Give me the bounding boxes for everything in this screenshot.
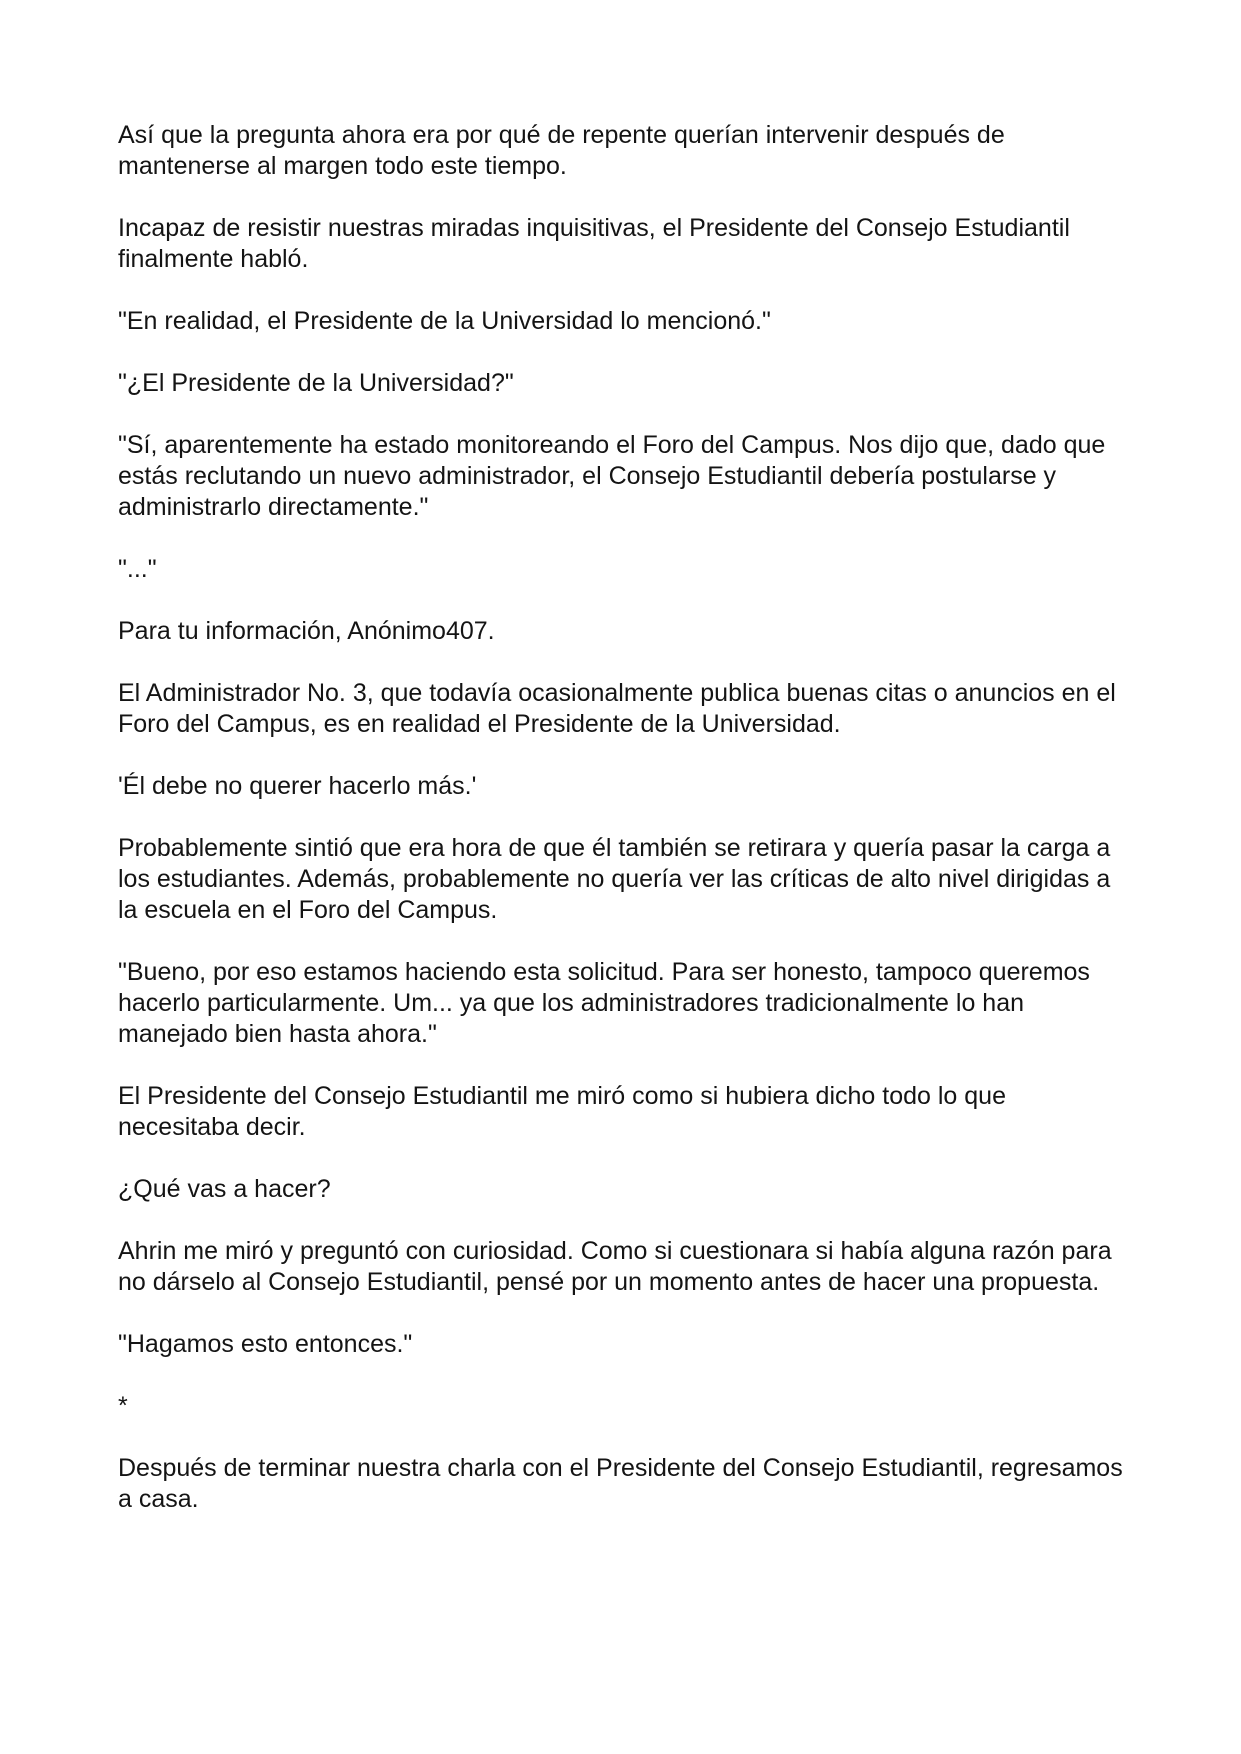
paragraph: Para tu información, Anónimo407. bbox=[118, 617, 495, 645]
section-break: * bbox=[118, 1392, 128, 1420]
paragraph: 'Él debe no querer hacerlo más.' bbox=[118, 772, 477, 800]
paragraph: Incapaz de resistir nuestras miradas inquisitivas, el Presidente del Consejo Estudiantil finalmente habló. bbox=[118, 214, 1070, 273]
paragraph: El Presidente del Consejo Estudiantil me miró como si hubiera dicho todo lo que necesitaba decir. bbox=[118, 1082, 1006, 1141]
paragraph: ¿Qué vas a hacer? bbox=[118, 1175, 331, 1203]
paragraph: Así que la pregunta ahora era por qué de repente querían intervenir después de mantenerse al margen todo este tiempo. bbox=[118, 121, 1005, 180]
paragraph: "¿El Presidente de la Universidad?" bbox=[118, 369, 514, 397]
paragraph: "Hagamos esto entonces." bbox=[118, 1330, 413, 1358]
paragraph: "Sí, aparentemente ha estado monitoreando el Foro del Campus. Nos dijo que, dado que estás reclutando un nuevo administrador, el Consejo Estudiantil debería postularse y administrarlo directamente." bbox=[118, 431, 1106, 521]
paragraph: Después de terminar nuestra charla con el Presidente del Consejo Estudiantil, regresamos a casa. bbox=[118, 1454, 1123, 1513]
paragraph: Probablemente sintió que era hora de que él también se retirara y quería pasar la carga a los estudiantes. Además, probablemente no quería ver las críticas de alto nivel dirigidas a la escuela en el Foro del Campus. bbox=[118, 834, 1111, 924]
paragraph: Ahrin me miró y preguntó con curiosidad. Como si cuestionara si había alguna razón para no dárselo al Consejo Estudiantil, pensé por un momento antes de hacer una propuesta. bbox=[118, 1237, 1112, 1296]
paragraph: El Administrador No. 3, que todavía ocasionalmente publica buenas citas o anuncios en el Foro del Campus, es en realidad el Presidente de la Universidad. bbox=[118, 679, 1116, 738]
paragraph: "En realidad, el Presidente de la Universidad lo mencionó." bbox=[118, 307, 771, 335]
paragraph: "Bueno, por eso estamos haciendo esta solicitud. Para ser honesto, tampoco queremos hacerlo particularmente. Um... ya que los administradores tradicionalmente lo han manejado bien hasta ahora." bbox=[118, 958, 1090, 1048]
document-body bbox=[118, 120, 1128, 1515]
paragraph: "..." bbox=[118, 555, 157, 583]
